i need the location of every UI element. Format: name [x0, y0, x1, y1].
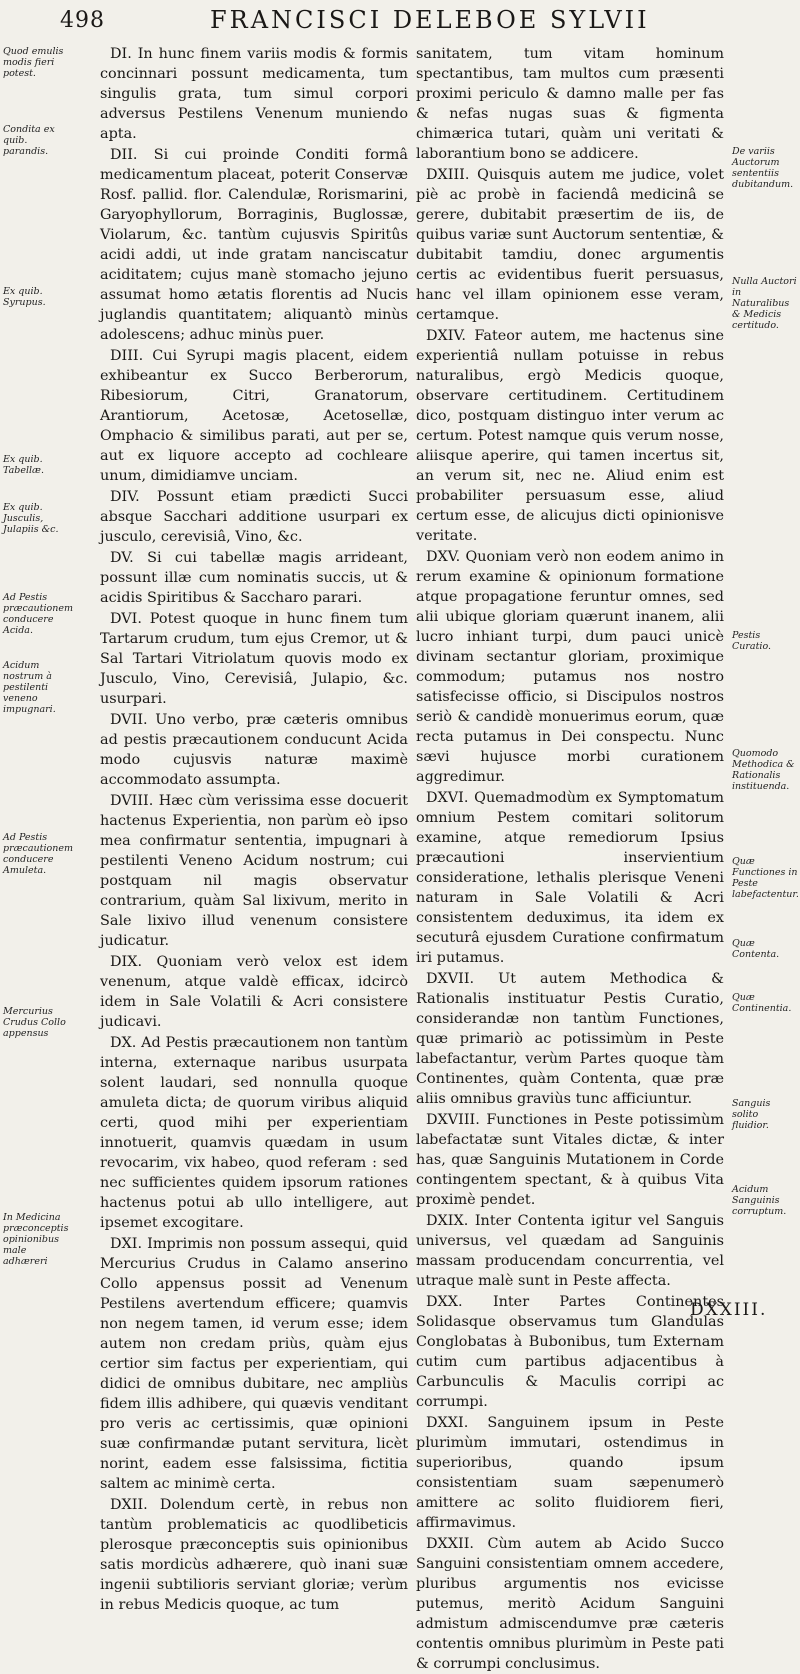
margin-note-right: Sanguis solito fluidior. — [732, 1098, 771, 1131]
paragraph-dxix: DXIX. Inter Contenta igitur vel Sanguis universus, vel quædam ad Sanguinis massam producendam concurrentia, vel utraque malè sunt in Peste affecta. — [416, 1213, 724, 1289]
margin-note-right: De variis Auctorum sententiis dubitandum. — [732, 146, 794, 190]
paragraph-dvii: DVII. Uno verbo, præ cæteris omnibus ad pestis præcautionem conducunt Acida modo cujusvis naturæ maximè accommodato assumpta. — [100, 712, 408, 788]
margin-note-left: Ex quib. Tabellæ. — [3, 454, 44, 476]
margin-note-right: Quæ Continentia. — [732, 992, 792, 1014]
paragraph-diii: DIII. Cui Syrupi magis placent, eidem exhibeantur ex Succo Berberorum, Ribesiorum, Citri, Granatorum, Arantiorum, Acetosæ, Acetosellæ, Omphacio & similibus parati, aut per se, aut ex liquore accepto ad cochleare unum, dimidiamve unciam. — [100, 348, 408, 484]
paragraph-dx: DX. Ad Pestis præcautionem non tantùm interna, externaque naribus usurpata solent laudari, sed nonnulla quoque amuleta dicta; de quorum viribus aliquid certi, quod mihi per experientiam innotuerit, quamvis quædam in usum revocarim, vix habeo, quod referam : sed nec sufficientes quidem ipsorum rationes hactenus potui ab ullo intelligere, aut ipsemet excogitare. — [100, 1035, 408, 1231]
margin-note-left: Ad Pestis præcautionem conducere Amuleta. — [3, 832, 73, 876]
margin-note-left: Ex quib. Syrupus. — [3, 286, 46, 308]
right-text-column — [416, 44, 724, 1674]
margin-note-right: Acidum Sanguinis corruptum. — [732, 1184, 787, 1217]
paragraph-di: DI. In hunc finem variis modis & formis concinnari possunt medicamenta, tum singulis grata, tum simul corpori adversus Pestilens Venenum muniendo apta. — [100, 46, 408, 142]
paragraph-dxii-continued: sanitatem, tum vitam hominum spectantibus, tam multos cum præsenti proximi periculo & damno malle per fas & nefas nugas suas & figmenta chimærica tutari, quàm uni veritati & laborantium bono se addicere. — [416, 46, 724, 162]
paragraph-dxiii: DXIII. Quisquis autem me judice, volet piè ac probè in faciendâ medicinâ se gerere, dubitabit præsertim de iis, de quibus variæ sunt Auctorum sententiæ, & dubitabit tamdiu, donec argumentis certis ac evidentibus fuerit persuasus, hanc vel illam opinionem esse veram, certamque. — [416, 167, 724, 323]
paragraph-dxx: DXX. Inter Partes Continentes Solidasque observamus tum Glandulas Conglobatas à Bubonibus, tum Externam cutim cum partibus adjacentibus à Carbunculis & Maculis corripi ac corrumpi. — [416, 1294, 724, 1410]
paragraph-div: DIV. Possunt etiam prædicti Succi absque Sacchari additione usurpari ex jusculo, cerevisiâ, Vino, &c. — [100, 489, 408, 545]
margin-note-left: Mercurius Crudus Collo appensus — [3, 1006, 66, 1039]
paragraph-dxvii: DXVII. Ut autem Methodica & Rationalis instituatur Pestis Curatio, considerandæ non tantùm Functiones, quæ primariò ac potissimùm in Peste labefactantur, verùm Partes quoque tàm Continentes, quàm Contenta, quæ præ aliis omnibus graviùs tunc afficiuntur. — [416, 971, 724, 1107]
catchword: DXXIII. — [690, 1300, 768, 1320]
margin-note-right: Quæ Functiones in Peste labefactentur. — [732, 856, 799, 900]
margin-note-left: Quod emulis modis fieri potest. — [3, 46, 64, 79]
paragraph-dvi: DVI. Potest quoque in hunc finem tum Tartarum crudum, tum ejus Cremor, ut & Sal Tartari Vitriolatum quovis modo ex Jusculo, Vino, Cerevisiâ, Julapio, &c. usurpari. — [100, 611, 408, 707]
page-header — [60, 6, 760, 46]
paragraph-dxiv: DXIV. Fateor autem, me hactenus sine experientiâ nullam potuisse in rebus naturalibus, ergò Medicis quoque, observare certitudinem. Certitudinem dico, postquam distinguo inter verum ac certum. Potest namque quis verum nosse, aliisque aperire, qui tamen incertus sit, an verum sit, nec ne. Aliud enim est probabiliter persuasum esse, aliud certum esse, de alicujus dicti opinionisve veritate. — [416, 328, 724, 544]
paragraph-dxxi: DXXI. Sanguinem ipsum in Peste plurimùm immutari, ostendimus in superioribus, quando ipsum consistentiam suam sæpenumerò amittere ac solito fluidiorem fieri, affirmavimus. — [416, 1415, 724, 1531]
margin-note-left: Ex quib. Jusculis, Julapiis &c. — [3, 502, 59, 535]
paragraph-dxvi: DXVI. Quemadmodùm ex Symptomatum omnium Pestem comitari solitorum examine, atque remediorum Ipsius præcautioni inservientium consideratione, lethalis plerisque Veneni naturam in Sale Volatili & Acri consistentem deduximus, ita idem ex secuturâ ejusdem Curatione confirmatum iri putamus. — [416, 790, 724, 966]
paragraph-dix: DIX. Quoniam verò velox est idem venenum, atque valdè efficax, idcircò idem in Sale Volatili & Acri consistere judicavi. — [100, 954, 408, 1030]
margin-note-left: Ad Pestis præcautionem conducere Acida. — [3, 592, 73, 636]
left-text-column — [100, 44, 408, 1615]
paragraph-dv: DV. Si cui tabellæ magis arrideant, possunt illæ cum nominatis succis, ut & acidis Spiritibus & Saccharo parari. — [100, 550, 408, 606]
margin-note-right: Quomodo Methodica & Rationalis instituenda. — [732, 748, 795, 792]
paragraph-dxv: DXV. Quoniam verò non eodem animo in rerum examine & opinionum formatione atque propagatione feruntur omnes, sed alii ubique gloriam quærunt inanem, alii lucro inhiant turpi, dum pauci unicè divinam sectantur gloriam, proximique commodum; putamus nos nostro satisfecisse officio, si Discipulos nostros seriò & candidè monuerimus eorum, quæ recta putamus in Dei conspectu. Nunc sævi hujusce morbi curationem aggredimur. — [416, 549, 724, 785]
paragraph-dviii: DVIII. Hæc cùm verissima esse docuerit hactenus Experientia, non parùm eò ipso mea confirmatur sententia, impugnari à pestilenti Veneno Acidum nostrum; cui postquam nil magis observatur contrarium, quàm Sal lixivum, merito in Sale lixivo illud venenum consistere judicatur. — [100, 793, 408, 949]
paragraph-dxi: DXI. Imprimis non possum assequi, quid Mercurius Crudus in Calamo anserino Collo appensus possit ad Venenum Pestilens avertendum efficere; quamvis non negem tamen, id verum esse; idem autem non credam priùs, quàm ejus certior sim factus per experientiam, qui didici de omnibus dubitare, nec ampliùs fidem illis adhibere, qui quævis venditant pro veris ac certissimis, quæ opinioni suæ confirmandæ putant servitura, licèt norint, eadem esse falsissima, fictitia saltem ac minimè certa. — [100, 1236, 408, 1492]
paragraph-dxii: DXII. Dolendum certè, in rebus non tantùm problematicis ac quodlibeticis plerosque præconceptis suis opinionibus satis mordicùs adhærere, quò inani suæ ingenii subtilioris serviant gloriæ; verùm in rebus Medicis quoque, ac tum — [100, 1497, 408, 1613]
margin-note-left: Acidum nostrum à pestilenti veneno impugnari. — [3, 660, 56, 715]
page-number: 498 — [60, 8, 105, 33]
paragraph-dxxii: DXXII. Cùm autem ab Acido Succo Sanguini consistentiam omnem accedere, pluribus argumentis nos evicisse putemus, meritò Acidum Sanguini admistum admiscendumve præ cæteris contentis omnibus plurimùm in Peste pati & corrumpi conclusimus. — [416, 1536, 724, 1672]
paragraph-dxviii: DXVIII. Functiones in Peste potissimùm labefactatæ sunt Vitales dictæ, & inter has, quæ Sanguinis Mutationem in Corde contingentem spectant, & à quibus Vita proximè pendet. — [416, 1112, 724, 1208]
margin-note-left: In Medicina præconceptis opinionibus male adhæreri — [3, 1212, 69, 1267]
paragraph-dii: DII. Si cui proinde Conditi formâ medicamentum placeat, poterit Conservæ Rosf. pallid. flor. Calendulæ, Rorismarini, Garyophyllorum, Borraginis, Buglossæ, Violarum, &c. tantùm cujusvis Spiritûs acidi addi, ut inde gratam nanciscatur aciditatem; cujus manè stomacho jejuno assumat homo ætatis florentis ad Nucis juglandis quantitatem; aliquantò minùs adolescens; adhuc minùs puer. — [100, 147, 408, 343]
margin-note-right: Quæ Contenta. — [732, 938, 780, 960]
running-head: FRANCISCI DELEBOE SYLVII — [210, 6, 650, 34]
margin-note-left: Condita ex quib. parandis. — [3, 124, 55, 157]
margin-note-right: Pestis Curatio. — [732, 630, 772, 652]
margin-note-right: Nulla Auctori in Naturalibus & Medicis certitudo. — [732, 276, 797, 331]
